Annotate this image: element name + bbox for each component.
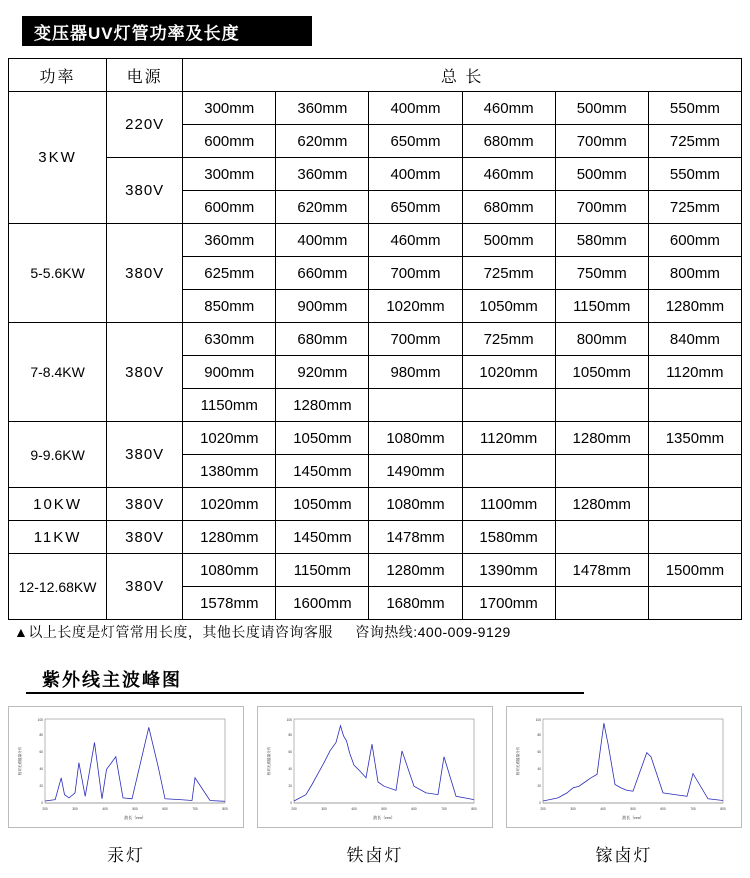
cell-length: 680mm	[462, 125, 555, 158]
cell-length: 650mm	[369, 125, 462, 158]
chart-frame-mercury	[8, 706, 244, 828]
cell-power: 7-8.4KW	[9, 323, 107, 422]
svg-text:800: 800	[471, 807, 477, 811]
cell-length: 850mm	[183, 290, 276, 323]
section-title-spectrum: 紫外线主波峰图	[42, 670, 182, 690]
cell-length: 460mm	[369, 224, 462, 257]
cell-length: 800mm	[648, 257, 741, 290]
svg-text:700: 700	[192, 807, 198, 811]
cell-voltage: 220V	[107, 92, 183, 158]
cell-length: 620mm	[276, 191, 369, 224]
cell-length: 725mm	[648, 191, 741, 224]
cell-length: 360mm	[276, 92, 369, 125]
cell-length: 1020mm	[369, 290, 462, 323]
cell-length: 1150mm	[276, 554, 369, 587]
cell-voltage: 380V	[107, 224, 183, 323]
svg-text:200: 200	[540, 807, 546, 811]
cell-length: 660mm	[276, 257, 369, 290]
cell-length: 700mm	[555, 191, 648, 224]
chart-frame-gallium-halide	[506, 706, 742, 828]
svg-text:400: 400	[351, 807, 357, 811]
cell-length: 1450mm	[276, 455, 369, 488]
cell-length: 725mm	[462, 257, 555, 290]
cell-length: 725mm	[648, 125, 741, 158]
page-title: 变压器UV灯管功率及长度	[22, 16, 312, 46]
cell-length: 1580mm	[462, 521, 555, 554]
cell-length: 1600mm	[276, 587, 369, 620]
note-text: ▲以上长度是灯管常用长度，其他长度请咨询客服	[14, 624, 333, 640]
cell-length: 1020mm	[183, 422, 276, 455]
cell-length-empty	[648, 389, 741, 422]
svg-text:800: 800	[222, 807, 228, 811]
svg-text:60: 60	[39, 750, 43, 754]
cell-length-empty	[648, 587, 741, 620]
table-row	[9, 92, 742, 125]
cell-length: 625mm	[183, 257, 276, 290]
cell-voltage: 380V	[107, 554, 183, 620]
cell-length: 600mm	[648, 224, 741, 257]
svg-text:20: 20	[537, 784, 541, 788]
table-row	[9, 488, 742, 521]
cell-length: 1478mm	[555, 554, 648, 587]
cell-length: 500mm	[555, 92, 648, 125]
cell-length: 500mm	[555, 158, 648, 191]
cell-length: 1150mm	[555, 290, 648, 323]
svg-text:波长（nm）: 波长（nm）	[124, 815, 146, 820]
svg-text:300: 300	[570, 807, 576, 811]
svg-text:800: 800	[720, 807, 726, 811]
cell-length: 1080mm	[369, 488, 462, 521]
cell-length: 680mm	[276, 323, 369, 356]
cell-power: 9-9.6KW	[9, 422, 107, 488]
cell-length: 1680mm	[369, 587, 462, 620]
cell-length: 1050mm	[555, 356, 648, 389]
svg-text:200: 200	[291, 807, 297, 811]
svg-text:100: 100	[535, 718, 541, 722]
cell-length: 1280mm	[555, 422, 648, 455]
cell-length: 400mm	[369, 92, 462, 125]
cell-length: 1280mm	[276, 389, 369, 422]
cell-length: 1080mm	[183, 554, 276, 587]
header-total-length: 总 长	[183, 59, 742, 92]
cell-power: 10KW	[9, 488, 107, 521]
cell-length: 700mm	[369, 257, 462, 290]
cell-length: 1380mm	[183, 455, 276, 488]
cell-length-empty	[648, 521, 741, 554]
cell-length: 400mm	[276, 224, 369, 257]
cell-voltage: 380V	[107, 521, 183, 554]
table-row	[9, 158, 742, 191]
table-row	[9, 224, 742, 257]
cell-length-empty	[555, 455, 648, 488]
cell-length: 300mm	[183, 92, 276, 125]
svg-text:波长（nm）: 波长（nm）	[622, 815, 644, 820]
cell-length: 1578mm	[183, 587, 276, 620]
cell-power: 11KW	[9, 521, 107, 554]
cell-length: 360mm	[183, 224, 276, 257]
cell-length: 1120mm	[462, 422, 555, 455]
table-row	[9, 554, 742, 587]
cell-length: 1490mm	[369, 455, 462, 488]
cell-length: 1280mm	[369, 554, 462, 587]
cell-length: 460mm	[462, 92, 555, 125]
cell-length: 1020mm	[183, 488, 276, 521]
svg-text:100: 100	[286, 718, 292, 722]
svg-text:200: 200	[42, 807, 48, 811]
chart-caption-mercury: 汞灯	[107, 846, 145, 865]
chart-caption-gallium-halide: 镓卤灯	[595, 846, 653, 865]
svg-text:0: 0	[539, 801, 541, 805]
cell-length-empty	[369, 389, 462, 422]
cell-length: 1280mm	[648, 290, 741, 323]
cell-length: 500mm	[462, 224, 555, 257]
svg-text:80: 80	[537, 733, 541, 737]
header-power: 功率	[9, 59, 107, 92]
svg-text:60: 60	[288, 750, 292, 754]
cell-length: 1478mm	[369, 521, 462, 554]
svg-text:80: 80	[39, 733, 43, 737]
cell-length: 1050mm	[276, 422, 369, 455]
cell-length: 300mm	[183, 158, 276, 191]
cell-voltage: 380V	[107, 323, 183, 422]
svg-text:400: 400	[102, 807, 108, 811]
cell-length: 1080mm	[369, 422, 462, 455]
cell-length: 700mm	[555, 125, 648, 158]
cell-length: 1050mm	[462, 290, 555, 323]
chart-block-iron-halide	[257, 706, 493, 866]
cell-length: 1050mm	[276, 488, 369, 521]
chart-frame-iron-halide	[257, 706, 493, 828]
chart-block-gallium-halide	[506, 706, 742, 866]
svg-text:500: 500	[132, 807, 138, 811]
cell-length-empty	[648, 455, 741, 488]
chart-caption-iron-halide: 铁卤灯	[346, 846, 404, 865]
cell-length-empty	[555, 389, 648, 422]
cell-voltage: 380V	[107, 422, 183, 488]
header-power-source: 电源	[107, 59, 183, 92]
cell-length: 1120mm	[648, 356, 741, 389]
cell-length: 1100mm	[462, 488, 555, 521]
cell-length-empty	[555, 587, 648, 620]
cell-length: 1500mm	[648, 554, 741, 587]
svg-text:700: 700	[441, 807, 447, 811]
cell-length: 680mm	[462, 191, 555, 224]
cell-length: 900mm	[183, 356, 276, 389]
svg-text:40: 40	[39, 767, 43, 771]
cell-voltage: 380V	[107, 158, 183, 224]
svg-text:0: 0	[290, 801, 292, 805]
svg-text:0: 0	[41, 801, 43, 805]
cell-length: 1280mm	[183, 521, 276, 554]
cell-length: 1450mm	[276, 521, 369, 554]
cell-length: 1700mm	[462, 587, 555, 620]
svg-text:相对光谱能量分布: 相对光谱能量分布	[18, 746, 22, 776]
cell-length: 725mm	[462, 323, 555, 356]
cell-length: 600mm	[183, 125, 276, 158]
cell-length: 630mm	[183, 323, 276, 356]
cell-length: 1020mm	[462, 356, 555, 389]
svg-text:600: 600	[411, 807, 417, 811]
cell-length: 700mm	[369, 323, 462, 356]
spectrum-charts	[0, 706, 750, 866]
cell-length: 800mm	[555, 323, 648, 356]
svg-text:80: 80	[288, 733, 292, 737]
svg-text:60: 60	[537, 750, 541, 754]
chart-block-mercury	[8, 706, 244, 866]
spec-table	[8, 58, 742, 620]
mercury-spectrum-chart	[9, 707, 243, 827]
table-row	[9, 323, 742, 356]
cell-length: 360mm	[276, 158, 369, 191]
note-hotline: 咨询热线:400-009-9129	[355, 624, 511, 640]
cell-length: 650mm	[369, 191, 462, 224]
cell-length: 900mm	[276, 290, 369, 323]
table-header-row	[9, 59, 742, 92]
cell-length-empty	[462, 389, 555, 422]
cell-length: 840mm	[648, 323, 741, 356]
cell-voltage: 380V	[107, 488, 183, 521]
svg-text:300: 300	[72, 807, 78, 811]
svg-text:300: 300	[321, 807, 327, 811]
svg-text:相对光谱能量分布: 相对光谱能量分布	[267, 746, 271, 776]
cell-length: 550mm	[648, 92, 741, 125]
cell-length-empty	[462, 455, 555, 488]
cell-length: 460mm	[462, 158, 555, 191]
cell-length: 1150mm	[183, 389, 276, 422]
cell-length-empty	[555, 521, 648, 554]
cell-length: 920mm	[276, 356, 369, 389]
cell-length: 750mm	[555, 257, 648, 290]
svg-text:波长（nm）: 波长（nm）	[373, 815, 395, 820]
svg-text:500: 500	[381, 807, 387, 811]
svg-text:40: 40	[537, 767, 541, 771]
cell-length: 580mm	[555, 224, 648, 257]
cell-length: 1390mm	[462, 554, 555, 587]
cell-length: 400mm	[369, 158, 462, 191]
cell-power: 3KW	[9, 92, 107, 224]
svg-text:40: 40	[288, 767, 292, 771]
cell-length: 1350mm	[648, 422, 741, 455]
svg-text:600: 600	[660, 807, 666, 811]
gallium-halide-spectrum-chart	[507, 707, 741, 827]
svg-text:相对光谱能量分布: 相对光谱能量分布	[516, 746, 520, 776]
svg-text:600: 600	[162, 807, 168, 811]
section-divider	[26, 692, 584, 694]
cell-length-empty	[648, 488, 741, 521]
cell-power: 5-5.6KW	[9, 224, 107, 323]
note	[14, 622, 511, 642]
cell-length: 1280mm	[555, 488, 648, 521]
cell-length: 550mm	[648, 158, 741, 191]
svg-text:20: 20	[288, 784, 292, 788]
svg-text:20: 20	[39, 784, 43, 788]
iron-halide-spectrum-chart	[258, 707, 492, 827]
table-row	[9, 422, 742, 455]
cell-power: 12-12.68KW	[9, 554, 107, 620]
svg-text:700: 700	[690, 807, 696, 811]
svg-text:100: 100	[37, 718, 43, 722]
cell-length: 620mm	[276, 125, 369, 158]
cell-length: 600mm	[183, 191, 276, 224]
svg-text:500: 500	[630, 807, 636, 811]
cell-length: 980mm	[369, 356, 462, 389]
table-row	[9, 521, 742, 554]
svg-text:400: 400	[600, 807, 606, 811]
